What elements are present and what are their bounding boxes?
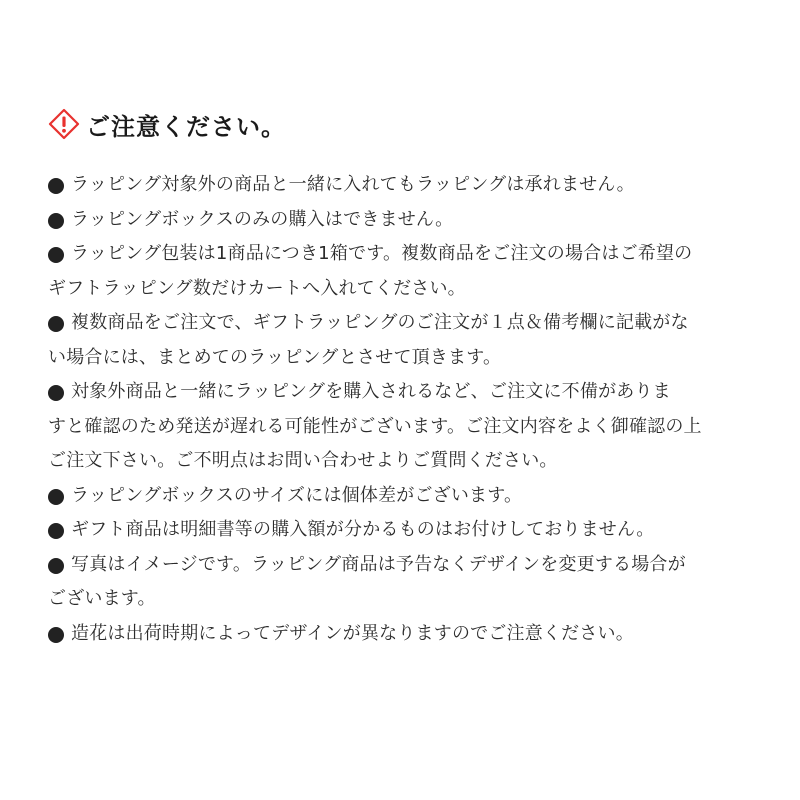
notice-item-text: ラッピング包装は1商品につき1箱です。複数商品をご注文の場合はご希望の: [71, 243, 693, 264]
notice-item-text-continued: ございます。: [48, 588, 156, 609]
bullet-icon: [48, 178, 64, 194]
notice-item-text: ラッピングボックスのサイズには個体差がございます。: [71, 484, 523, 506]
bullet-icon: [48, 523, 64, 539]
notice-title: ご注意ください。: [86, 112, 286, 141]
notice-item: [48, 548, 754, 617]
notice-item-text: 対象外商品と一緒にラッピングを購入されるなど、ご注文に不備がありま: [71, 381, 671, 402]
exclamation-icon: [48, 108, 80, 140]
bullet-icon: [48, 247, 64, 263]
notice-item: [48, 168, 754, 203]
bullet-icon: [48, 213, 64, 229]
notice-item-text: ラッピング対象外の商品と一緒に入れてもラッピングは承れません。: [71, 174, 635, 195]
notice-item-text-continued: ギフトラッピング数だけカートへ入れてください。: [48, 277, 466, 299]
notice-item-text: 写真はイメージです。ラッピング商品は予告なくデザインを変更する場合が: [71, 553, 686, 575]
notice-item-text-continued: ご注文下さい。ご不明点はお問い合わせよりご質問ください。: [48, 450, 558, 471]
notice-item-text-continued: い場合には、まとめてのラッピングとさせて頂きます。: [48, 346, 502, 368]
notice-list: [48, 168, 754, 651]
notice-item: [48, 479, 754, 514]
notice-item: [48, 617, 754, 652]
notice-item: [48, 375, 754, 479]
notice-item-text: ギフト商品は明細書等の購入額が分かるものはお付けしておりません。: [71, 519, 655, 540]
notice-item: [48, 203, 754, 238]
notice-item: [48, 237, 754, 306]
bullet-icon: [48, 627, 64, 643]
notice-item-text-continued: すと確認のため発送が遅れる可能性がございます。ご注文内容をよく御確認の上: [48, 415, 702, 437]
notice-item: [48, 513, 754, 548]
notice-item-text: 造花は出荷時期によってデザインが異なりますのでご注意ください。: [71, 622, 634, 644]
bullet-icon: [48, 558, 64, 574]
notice-item-text: ラッピングボックスのみの購入はできません。: [71, 208, 454, 230]
bullet-icon: [48, 385, 64, 401]
notice-section: [48, 104, 754, 651]
notice-heading: [48, 104, 754, 144]
notice-item: [48, 306, 754, 375]
bullet-icon: [48, 316, 64, 332]
notice-item-text: 複数商品をご注文で、ギフトラッピングのご注文が１点＆備考欄に記載がな: [71, 312, 689, 333]
bullet-icon: [48, 489, 64, 505]
